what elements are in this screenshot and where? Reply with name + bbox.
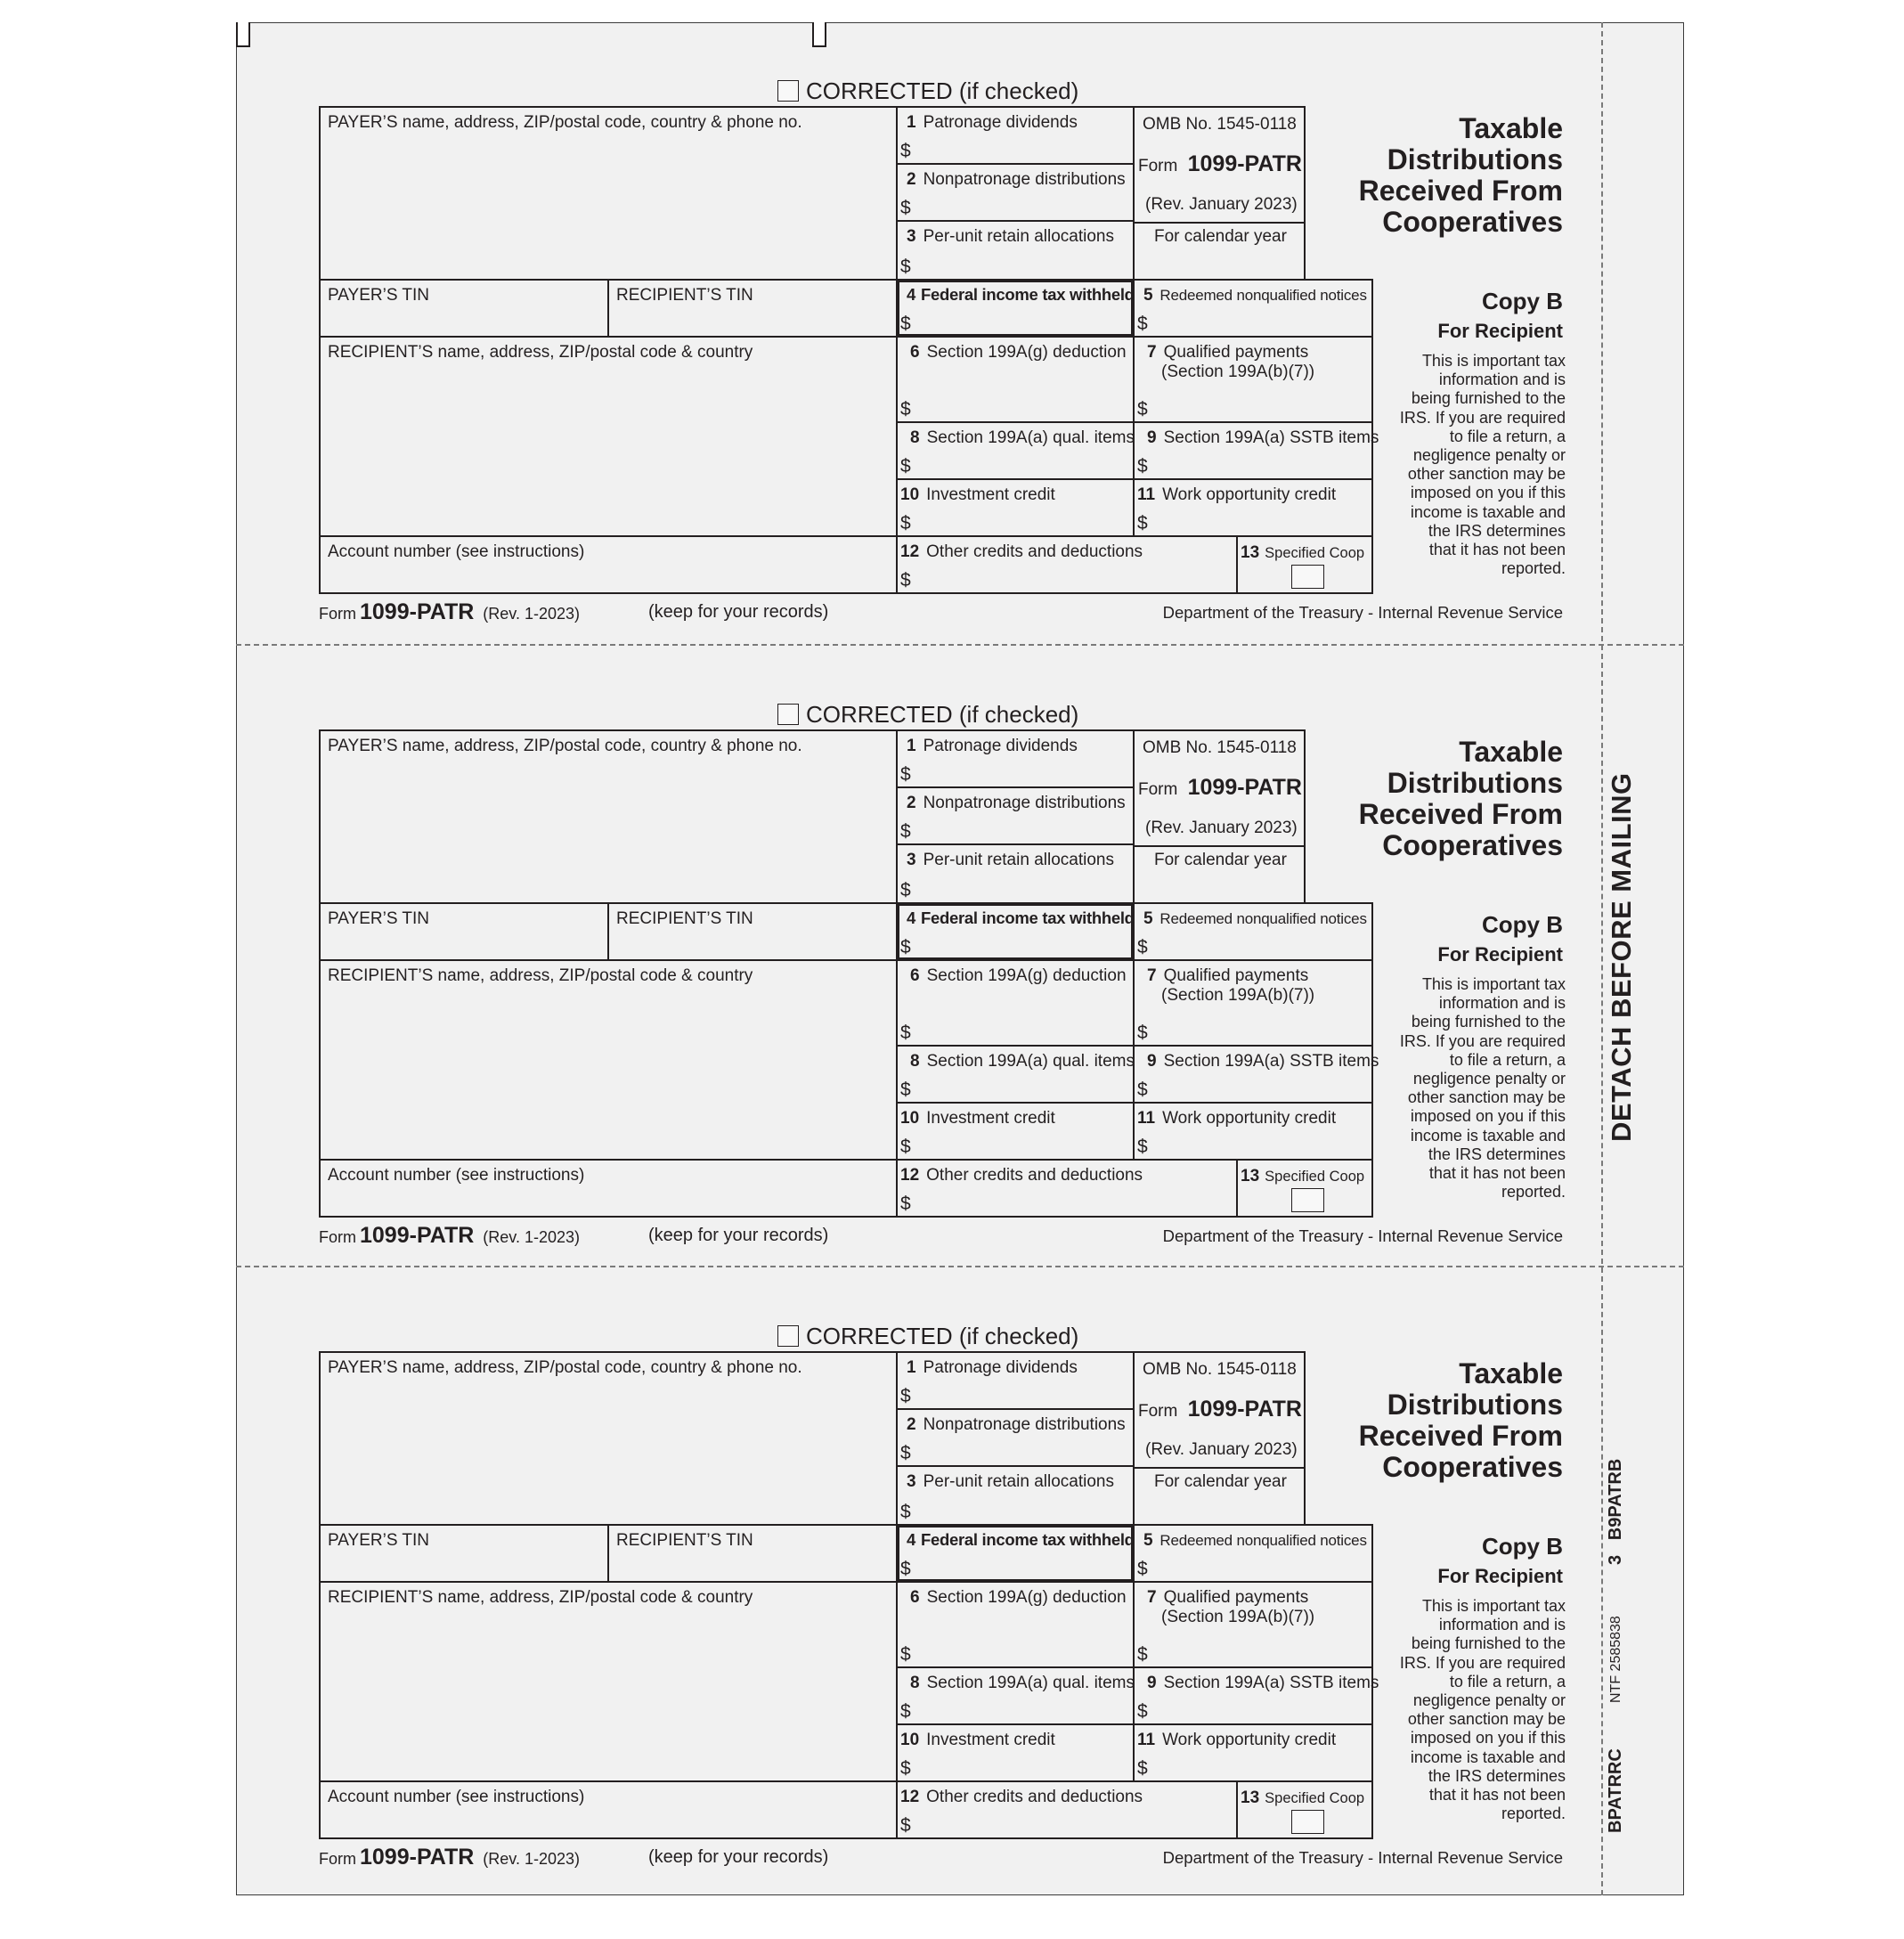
box-8-section-199a-a-qual-items[interactable]: [896, 421, 1135, 480]
dollar-sign: $: [900, 1443, 911, 1463]
calendar-year-label: For calendar year: [1154, 1472, 1287, 1491]
box-4-label: 4 Federal income tax withheld: [907, 908, 1135, 927]
payer-tin-field[interactable]: [319, 1524, 609, 1583]
box-6-label: 6 Section 199A(g) deduction: [910, 966, 1127, 985]
footer-department: Department of the Treasury - Internal Revenue Service: [1162, 603, 1563, 622]
box-7-qualified-payments[interactable]: [1133, 1581, 1373, 1668]
footer-keep-records: (keep for your records): [648, 1226, 829, 1245]
dollar-sign: $: [900, 1559, 911, 1579]
corrected-checkbox-row[interactable]: [777, 77, 1078, 104]
box-7-qualified-payments[interactable]: [1133, 959, 1373, 1047]
omb-number: OMB No. 1545-0118: [1143, 115, 1297, 134]
box-7-label-2: (Section 199A(b)(7)): [1161, 1608, 1315, 1626]
copy-b-label: Copy B: [1482, 1533, 1563, 1560]
box-12-other-credits-and-deductions[interactable]: [896, 535, 1238, 594]
box-2-nonpatronage-distributions[interactable]: [896, 786, 1135, 845]
dollar-sign: $: [900, 1386, 911, 1406]
dollar-sign: $: [900, 1815, 911, 1836]
box-4-federal-income-tax-withheld[interactable]: [896, 902, 1135, 961]
recipient-tin-field[interactable]: [607, 902, 898, 961]
copy-b-label: Copy B: [1482, 911, 1563, 938]
corrected-label: CORRECTED (if checked): [806, 1322, 1079, 1349]
box-9-label: 9 Section 199A(a) SSTB items: [1147, 1052, 1379, 1071]
box-4-federal-income-tax-withheld[interactable]: [896, 279, 1135, 338]
box-7-qualified-payments[interactable]: [1133, 336, 1373, 423]
box-1-label: 1 Patronage dividends: [907, 113, 1078, 132]
recipient-name-field[interactable]: [319, 1581, 898, 1782]
box-5-redeemed-nonqualified-notices[interactable]: [1133, 1524, 1373, 1583]
footer-form-id: Form 1099-PATR (Rev. 1-2023): [319, 599, 581, 624]
corrected-checkbox[interactable]: [777, 1325, 799, 1347]
box-6-section-199a-g-deduction[interactable]: [896, 336, 1135, 423]
box-1-patronage-dividends[interactable]: [896, 106, 1135, 165]
revision-date: (Rev. January 2023): [1145, 195, 1298, 214]
payer-name-label: PAYER’S name, address, ZIP/postal code, country & phone no.: [328, 1358, 802, 1377]
box-3-per-unit-retain-allocations[interactable]: [896, 1465, 1135, 1526]
box-10-label: 10 Investment credit: [900, 1109, 1055, 1128]
footer-department: Department of the Treasury - Internal Revenue Service: [1162, 1226, 1563, 1245]
registration-mark-left: [236, 22, 250, 47]
form-title: Taxable Distributions Received From Cooperatives: [1358, 736, 1563, 861]
box-3-per-unit-retain-allocations[interactable]: [896, 220, 1135, 281]
form-code-ntf: NTF 2585838: [1608, 1616, 1623, 1703]
form-number-line: Form 1099-PATR: [1138, 775, 1302, 800]
form-title: Taxable Distributions Received From Cooperatives: [1358, 112, 1563, 238]
dollar-sign: $: [1137, 1701, 1148, 1722]
dollar-sign: $: [900, 1502, 911, 1522]
form-code-b9patrb: 3 B9PATRB: [1606, 1458, 1625, 1565]
recipient-tin-field[interactable]: [607, 279, 898, 338]
form-1099-patr-copy-2: [0, 694, 1904, 1317]
box-9-section-199a-a-sstb-items[interactable]: [1133, 1045, 1379, 1104]
box-5-label: 5 Redeemed nonqualified notices: [1143, 286, 1367, 305]
recipient-tin-label: RECIPIENT’S TIN: [616, 909, 753, 928]
box-9-section-199a-a-sstb-items[interactable]: [1133, 421, 1379, 480]
omb-number: OMB No. 1545-0118: [1143, 738, 1297, 757]
specified-coop-checkbox[interactable]: [1291, 565, 1324, 589]
dollar-sign: $: [900, 257, 911, 277]
box-7-label: 7 Qualified payments: [1147, 966, 1309, 985]
dollar-sign: $: [900, 821, 911, 842]
box-4-label: 4 Federal income tax withheld: [907, 285, 1135, 304]
box-11-work-opportunity-credit[interactable]: [1133, 478, 1373, 537]
payer-tin-label: PAYER’S TIN: [328, 286, 430, 305]
dollar-sign: $: [900, 314, 911, 334]
box-6-section-199a-g-deduction[interactable]: [896, 959, 1135, 1047]
dollar-sign: $: [900, 399, 911, 420]
box-2-nonpatronage-distributions[interactable]: [896, 1408, 1135, 1467]
recipient-notice: This is important tax information and is being furnished to the IRS. If you are required to file a return, a negligence penalty or other sanction may be imposed on you if this income is taxable and the IRS determines that it has not been reported.: [1399, 975, 1566, 1202]
dollar-sign: $: [1137, 1644, 1148, 1665]
dollar-sign: $: [900, 513, 911, 534]
account-number-field[interactable]: [319, 1780, 898, 1839]
payer-name-field[interactable]: [319, 106, 898, 281]
corrected-checkbox[interactable]: [777, 704, 799, 725]
account-number-label: Account number (see instructions): [328, 542, 585, 561]
footer-keep-records: (keep for your records): [648, 1847, 829, 1867]
box-13-label: 13 Specified Coop: [1241, 543, 1365, 562]
account-number-field[interactable]: [319, 1159, 898, 1218]
box-11-label: 11 Work opportunity credit: [1137, 1109, 1337, 1128]
dollar-sign: $: [1137, 1559, 1148, 1579]
specified-coop-checkbox[interactable]: [1291, 1810, 1324, 1834]
box-9-section-199a-a-sstb-items[interactable]: [1133, 1666, 1379, 1725]
dollar-sign: $: [1137, 456, 1148, 477]
dollar-sign: $: [1137, 1758, 1148, 1779]
dollar-sign: $: [1137, 1137, 1148, 1157]
box-11-work-opportunity-credit[interactable]: [1133, 1723, 1373, 1782]
box-9-label: 9 Section 199A(a) SSTB items: [1147, 428, 1379, 447]
dollar-sign: $: [900, 937, 911, 957]
recipient-tin-label: RECIPIENT’S TIN: [616, 1531, 753, 1550]
box-12-label: 12 Other credits and deductions: [900, 1788, 1143, 1806]
footer-department: Department of the Treasury - Internal Revenue Service: [1162, 1848, 1563, 1867]
dollar-sign: $: [1137, 513, 1148, 534]
payer-tin-label: PAYER’S TIN: [328, 909, 430, 928]
payer-name-label: PAYER’S name, address, ZIP/postal code, country & phone no.: [328, 113, 802, 132]
box-2-label: 2 Nonpatronage distributions: [907, 1415, 1126, 1434]
for-recipient-label: For Recipient: [1437, 1565, 1563, 1587]
specified-coop-checkbox[interactable]: [1291, 1188, 1324, 1212]
dollar-sign: $: [900, 1701, 911, 1722]
dollar-sign: $: [900, 1758, 911, 1779]
box-2-label: 2 Nonpatronage distributions: [907, 170, 1126, 189]
box-5-redeemed-nonqualified-notices[interactable]: [1133, 902, 1373, 961]
account-number-field[interactable]: [319, 535, 898, 594]
box-7-label: 7 Qualified payments: [1147, 343, 1309, 362]
box-3-label: 3 Per-unit retain allocations: [907, 851, 1114, 869]
recipient-name-label: RECIPIENT’S name, address, ZIP/postal code & country: [328, 1588, 753, 1607]
dollar-sign: $: [900, 880, 911, 900]
corrected-checkbox[interactable]: [777, 80, 799, 102]
box-3-per-unit-retain-allocations[interactable]: [896, 843, 1135, 904]
box-6-label: 6 Section 199A(g) deduction: [910, 343, 1127, 362]
dollar-sign: $: [1137, 1022, 1148, 1043]
omb-form-info: [1133, 1351, 1306, 1526]
recipient-tin-field[interactable]: [607, 1524, 898, 1583]
corrected-label: CORRECTED (if checked): [806, 77, 1079, 104]
form-code-bpatrrc: BPATRRC: [1606, 1748, 1625, 1833]
dollar-sign: $: [900, 764, 911, 785]
recipient-tin-label: RECIPIENT’S TIN: [616, 286, 753, 305]
omb-number: OMB No. 1545-0118: [1143, 1360, 1297, 1379]
payer-tin-field[interactable]: [319, 279, 609, 338]
box-2-nonpatronage-distributions[interactable]: [896, 163, 1135, 222]
box-3-label: 3 Per-unit retain allocations: [907, 227, 1114, 246]
payer-name-field[interactable]: [319, 1351, 898, 1526]
calendar-year-label: For calendar year: [1154, 851, 1287, 869]
dollar-sign: $: [900, 1644, 911, 1665]
box-8-label: 8 Section 199A(a) qual. items: [910, 1052, 1135, 1071]
for-recipient-label: For Recipient: [1437, 943, 1563, 965]
dollar-sign: $: [900, 1194, 911, 1214]
box-8-section-199a-a-qual-items[interactable]: [896, 1666, 1135, 1725]
dollar-sign: $: [1137, 937, 1148, 957]
form-number-line: Form 1099-PATR: [1138, 151, 1302, 176]
payer-tin-field[interactable]: [319, 902, 609, 961]
form-1099-patr-copy-1: [0, 70, 1904, 694]
dollar-sign: $: [900, 141, 911, 161]
box-11-work-opportunity-credit[interactable]: [1133, 1102, 1373, 1161]
form-number-line: Form 1099-PATR: [1138, 1397, 1302, 1422]
box-8-label: 8 Section 199A(a) qual. items: [910, 1674, 1135, 1692]
recipient-name-field[interactable]: [319, 959, 898, 1161]
omb-form-info: [1133, 106, 1306, 281]
box-4-label: 4 Federal income tax withheld: [907, 1530, 1135, 1549]
box-13-label: 13 Specified Coop: [1241, 1167, 1365, 1185]
recipient-name-label: RECIPIENT’S name, address, ZIP/postal code & country: [328, 966, 753, 985]
dollar-sign: $: [900, 1022, 911, 1043]
footer-form-id: Form 1099-PATR (Rev. 1-2023): [319, 1223, 581, 1248]
form-title: Taxable Distributions Received From Cooperatives: [1358, 1357, 1563, 1483]
payer-tin-label: PAYER’S TIN: [328, 1531, 430, 1550]
for-recipient-label: For Recipient: [1437, 320, 1563, 342]
corrected-checkbox-row[interactable]: [777, 701, 1078, 728]
footer-keep-records: (keep for your records): [648, 602, 829, 622]
dollar-sign: $: [900, 1079, 911, 1100]
footer-form-id: Form 1099-PATR (Rev. 1-2023): [319, 1845, 581, 1870]
box-1-patronage-dividends[interactable]: [896, 729, 1135, 788]
box-10-label: 10 Investment credit: [900, 1731, 1055, 1749]
form-1099-patr-copy-3: [0, 1316, 1904, 1939]
payer-name-label: PAYER’S name, address, ZIP/postal code, country & phone no.: [328, 737, 802, 755]
dollar-sign: $: [900, 570, 911, 591]
box-2-label: 2 Nonpatronage distributions: [907, 794, 1126, 812]
box-12-other-credits-and-deductions[interactable]: [896, 1159, 1238, 1218]
box-13-label: 13 Specified Coop: [1241, 1788, 1365, 1807]
box-12-other-credits-and-deductions[interactable]: [896, 1780, 1238, 1839]
box-11-label: 11 Work opportunity credit: [1137, 485, 1337, 504]
box-10-label: 10 Investment credit: [900, 485, 1055, 504]
dollar-sign: $: [1137, 399, 1148, 420]
copy-b-label: Copy B: [1482, 288, 1563, 314]
box-10-investment-credit[interactable]: [896, 478, 1135, 537]
box-10-investment-credit[interactable]: [896, 1723, 1135, 1782]
account-number-label: Account number (see instructions): [328, 1166, 585, 1185]
dollar-sign: $: [1137, 314, 1148, 334]
box-12-label: 12 Other credits and deductions: [900, 1166, 1143, 1185]
box-12-label: 12 Other credits and deductions: [900, 542, 1143, 561]
dollar-sign: $: [900, 198, 911, 218]
box-6-section-199a-g-deduction[interactable]: [896, 1581, 1135, 1668]
box-9-label: 9 Section 199A(a) SSTB items: [1147, 1674, 1379, 1692]
box-5-redeemed-nonqualified-notices[interactable]: [1133, 279, 1373, 338]
box-7-label-2: (Section 199A(b)(7)): [1161, 363, 1315, 381]
recipient-name-field[interactable]: [319, 336, 898, 537]
box-11-label: 11 Work opportunity credit: [1137, 1731, 1337, 1749]
box-5-label: 5 Redeemed nonqualified notices: [1143, 1531, 1367, 1550]
dollar-sign: $: [900, 1137, 911, 1157]
box-7-label: 7 Qualified payments: [1147, 1588, 1309, 1607]
dollar-sign: $: [1137, 1079, 1148, 1100]
box-4-federal-income-tax-withheld[interactable]: [896, 1524, 1135, 1583]
registration-mark-right: [812, 22, 826, 47]
account-number-label: Account number (see instructions): [328, 1788, 585, 1806]
recipient-notice: This is important tax information and is being furnished to the IRS. If you are required to file a return, a negligence penalty or other sanction may be imposed on you if this income is taxable and the IRS determines that it has not been reported.: [1399, 352, 1566, 578]
box-8-label: 8 Section 199A(a) qual. items: [910, 428, 1135, 447]
box-3-label: 3 Per-unit retain allocations: [907, 1472, 1114, 1491]
box-6-label: 6 Section 199A(g) deduction: [910, 1588, 1127, 1607]
payer-name-field[interactable]: [319, 729, 898, 904]
box-5-label: 5 Redeemed nonqualified notices: [1143, 909, 1367, 928]
detach-before-mailing: DETACH BEFORE MAILING: [1606, 772, 1637, 1142]
box-1-label: 1 Patronage dividends: [907, 737, 1078, 755]
revision-date: (Rev. January 2023): [1145, 1440, 1298, 1459]
corrected-checkbox-row[interactable]: [777, 1323, 1078, 1349]
dollar-sign: $: [900, 456, 911, 477]
box-10-investment-credit[interactable]: [896, 1102, 1135, 1161]
box-1-patronage-dividends[interactable]: [896, 1351, 1135, 1410]
box-8-section-199a-a-qual-items[interactable]: [896, 1045, 1135, 1104]
box-7-label-2: (Section 199A(b)(7)): [1161, 986, 1315, 1005]
box-1-label: 1 Patronage dividends: [907, 1358, 1078, 1377]
recipient-notice: This is important tax information and is being furnished to the IRS. If you are required to file a return, a negligence penalty or other sanction may be imposed on you if this income is taxable and the IRS determines that it has not been reported.: [1399, 1597, 1566, 1823]
recipient-name-label: RECIPIENT’S name, address, ZIP/postal code & country: [328, 343, 753, 362]
calendar-year-label: For calendar year: [1154, 227, 1287, 246]
omb-form-info: [1133, 729, 1306, 904]
revision-date: (Rev. January 2023): [1145, 819, 1298, 837]
corrected-label: CORRECTED (if checked): [806, 700, 1079, 728]
